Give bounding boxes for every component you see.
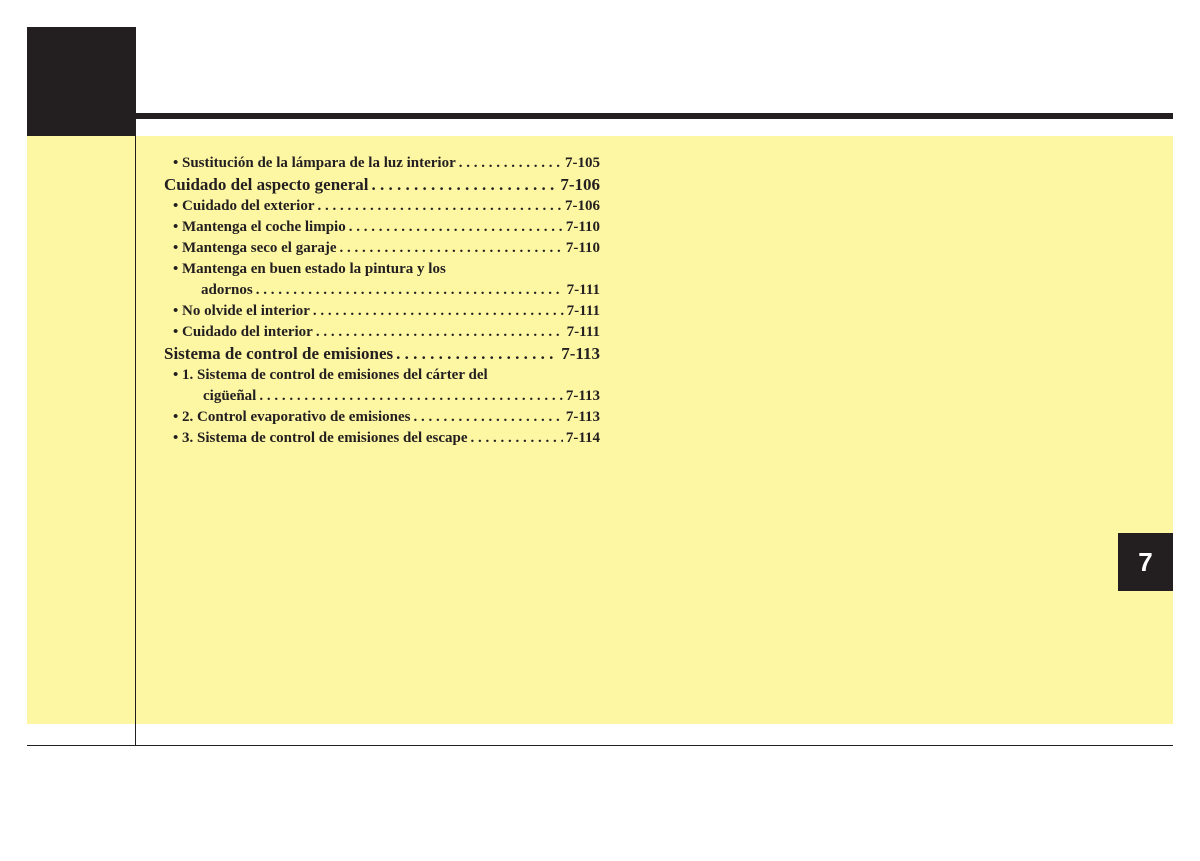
toc-entry-label: • 2. Control evaporativo de emisiones: [173, 409, 411, 425]
dot-leader: [313, 301, 564, 322]
toc-entry[interactable]: [164, 217, 600, 238]
toc-entry[interactable]: [164, 280, 600, 301]
toc-entry-page: 7-113: [565, 388, 600, 404]
toc-entry-label: • Cuidado del interior: [173, 324, 313, 340]
toc-entry-label-continuation: adornos: [201, 282, 253, 298]
dot-leader: [316, 322, 564, 343]
toc-entry-page: 7-105: [565, 155, 600, 171]
toc-section-page: 7-106: [560, 175, 600, 194]
toc-section[interactable]: [164, 343, 600, 365]
toc-entry-label: • Cuidado del exterior: [173, 198, 315, 214]
toc-section-label: Sistema de control de emisiones: [164, 344, 394, 363]
toc-entry[interactable]: [164, 196, 600, 217]
toc-entry[interactable]: [164, 407, 600, 428]
toc-entry-label: • No olvide el interior: [173, 303, 310, 319]
toc-entry-page: 7-111: [566, 324, 600, 340]
toc-entry-page: 7-113: [565, 409, 600, 425]
toc-entry-heading: • 1. Sistema de control de emisiones del cárter del: [173, 367, 488, 383]
toc-entry[interactable]: [164, 238, 600, 259]
table-of-contents: [164, 153, 600, 449]
dot-leader: [396, 343, 558, 365]
dot-leader: [371, 174, 557, 196]
toc-entry[interactable]: [164, 322, 600, 343]
toc-entry-heading: • Mantenga en buen estado la pintura y los: [173, 261, 446, 277]
dot-leader: [256, 280, 564, 301]
toc-entry-page: 7-110: [565, 240, 600, 256]
vertical-rule: [135, 136, 136, 745]
dot-leader: [459, 153, 562, 174]
toc-entry-label-continuation: cigüeñal: [203, 388, 257, 404]
toc-entry-page: 7-106: [565, 198, 600, 214]
toc-section[interactable]: [164, 174, 600, 196]
toc-section-label: Cuidado del aspecto general: [164, 175, 369, 194]
toc-entry-label: • Mantenga el coche limpio: [173, 219, 346, 235]
toc-entry[interactable]: [164, 301, 600, 322]
toc-entry-page: 7-111: [566, 303, 600, 319]
dot-leader: [471, 428, 563, 449]
toc-entry-page: 7-114: [565, 430, 600, 446]
dot-leader: [340, 238, 563, 259]
dot-leader: [413, 407, 562, 428]
dot-leader: [318, 196, 563, 217]
toc-entry[interactable]: [164, 153, 600, 174]
corner-block: [27, 27, 136, 136]
header-rule: [136, 113, 1173, 119]
toc-entry-label: • Mantenga seco el garaje: [173, 240, 337, 256]
toc-entry-page: 7-111: [566, 282, 600, 298]
toc-entry-page: 7-110: [565, 219, 600, 235]
toc-section-page: 7-113: [561, 344, 600, 363]
toc-entry-label: • Sustitución de la lámpara de la luz interior: [173, 155, 456, 171]
footer-rule: [27, 745, 1173, 746]
dot-leader: [259, 386, 562, 407]
dot-leader: [349, 217, 563, 238]
chapter-tab[interactable]: 7: [1118, 533, 1173, 591]
toc-entry-label: • 3. Sistema de control de emisiones del escape: [173, 430, 468, 446]
toc-entry[interactable]: [164, 386, 600, 407]
toc-entry[interactable]: [164, 428, 600, 449]
